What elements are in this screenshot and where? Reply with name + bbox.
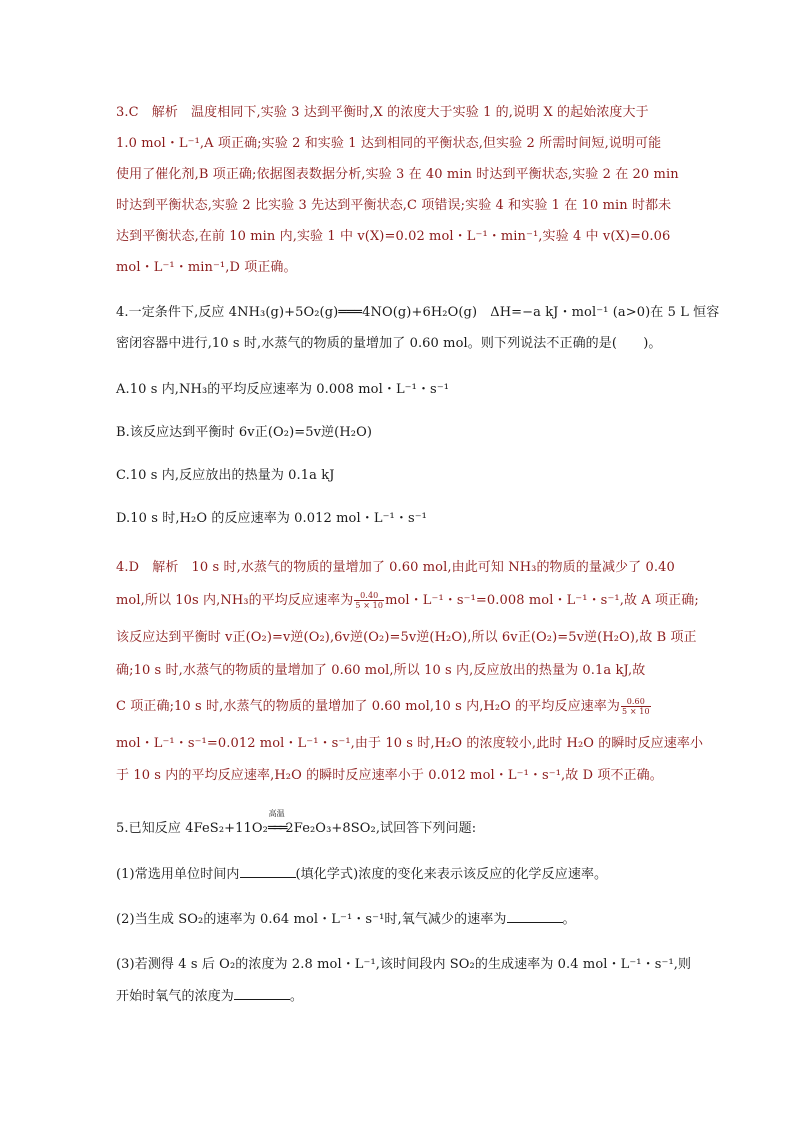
answer4-line2 <box>116 591 699 610</box>
question5-equation-left: 5.已知反应 4FeS₂+11O₂ <box>116 821 268 836</box>
fraction-denominator: 5 × 10 <box>355 601 384 610</box>
reaction-arrow: ═══ <box>267 821 286 836</box>
answer4-line2-start: mol,所以 10s 内,NH₃的平均反应速率为 <box>116 593 354 608</box>
question5-part1-end: (填化学式)浓度的变化来表示该反应的化学反应速率。 <box>295 867 608 882</box>
answer4-line7: 于 10 s 内的平均反应速率,H₂O 的瞬时反应速率小于 0.012 mol・L⁻¹・s⁻¹,故 D 项不正确。 <box>116 768 663 783</box>
answer3-line1: 3.C 解析 温度相同下,实验 3 达到平衡时,X 的浓度大于实验 1 的,说明 X 的起始浓度大于 <box>116 105 649 120</box>
question5-part3-start: 开始时氧气的浓度为 <box>116 989 234 1004</box>
answer3-line6: mol・L⁻¹・min⁻¹,D 项正确。 <box>116 260 297 275</box>
question4-stem-line1 <box>116 304 719 322</box>
question5-part2-end: 。 <box>562 912 576 927</box>
reaction-arrow-high-temp <box>267 809 286 838</box>
question5-part3-line2 <box>116 987 303 1006</box>
answer3-line2: 1.0 mol・L⁻¹,A 项正确;实验 2 和实验 1 达到相同的平衡状态,但实验 2 所需时间短,说明可能 <box>116 136 662 151</box>
question5-stem <box>116 809 477 838</box>
question4-equation-right: 4NO(g)+6H₂O(g) ΔH=−a kJ・mol⁻¹ (a>0)在 5 L 恒容 <box>362 305 720 320</box>
question4-option-a: A.10 s 内,NH₃的平均反应速率为 0.008 mol・L⁻¹・s⁻¹ <box>116 382 450 397</box>
fraction-numerator: 0.60 <box>621 697 651 707</box>
answer3-line4: 时达到平衡状态,实验 2 比实验 3 先达到平衡状态,C 项错误;实验 4 和实验 1 在 10 min 时都未 <box>116 198 672 213</box>
question5-part1 <box>116 865 607 884</box>
equilibrium-arrow: ═══ <box>338 305 363 320</box>
question4-equation-left: 4.一定条件下,反应 4NH₃(g)+5O₂(g) <box>116 305 339 320</box>
fraction-denominator: 5 × 10 <box>621 707 650 716</box>
question5-part2-start: (2)当生成 SO₂的速率为 0.64 mol・L⁻¹・s⁻¹时,氧气减少的速率为 <box>116 912 507 927</box>
question5-part3-line1: (3)若测得 4 s 后 O₂的浓度为 2.8 mol・L⁻¹,该时间段内 SO₂的生成速率为 0.4 mol・L⁻¹・s⁻¹,则 <box>116 957 692 972</box>
question5-part1-start: (1)常选用单位时间内 <box>116 867 240 882</box>
question4-option-c: C.10 s 内,反应放出的热量为 0.1a kJ <box>116 468 335 483</box>
question5-equation-right: 2Fe₂O₃+8SO₂,试回答下列问题: <box>285 821 477 836</box>
answer-blank[interactable] <box>240 865 296 878</box>
answer-blank[interactable] <box>507 910 563 923</box>
answer4-line2-end: mol・L⁻¹・s⁻¹=0.008 mol・L⁻¹・s⁻¹,故 A 项正确; <box>385 593 699 608</box>
answer3-line3: 使用了催化剂,B 项正确;依据图表数据分析,实验 3 在 40 min 时达到平衡状态,实验 2 在 20 min <box>116 167 679 182</box>
answer4-line6: mol・L⁻¹・s⁻¹=0.012 mol・L⁻¹・s⁻¹,由于 10 s 时,H₂O 的浓度较小,此时 H₂O 的瞬时反应速率小 <box>116 736 704 751</box>
fraction-numerator: 0.40 <box>354 591 384 601</box>
answer4-line5-start: C 项正确;10 s 时,水蒸气的物质的量增加了 0.60 mol,10 s 内,H₂O 的平均反应速率为 <box>116 699 620 714</box>
answer3-line5: 达到平衡状态,在前 10 min 内,实验 1 中 v(X)=0.02 mol・L⁻¹・min⁻¹,实验 4 中 v(X)=0.06 <box>116 229 671 244</box>
reaction-condition: 高温 <box>268 809 285 818</box>
question4-option-d: D.10 s 时,H₂O 的反应速率为 0.012 mol・L⁻¹・s⁻¹ <box>116 511 427 526</box>
answer4-line1: 4.D 解析 10 s 时,水蒸气的物质的量增加了 0.60 mol,由此可知 NH₃的物质的量减少了 0.40 <box>116 560 675 575</box>
answer4-line3: 该反应达到平衡时 v正(O₂)=v逆(O₂),6v逆(O₂)=5v逆(H₂O),所以 6v正(O₂)=5v逆(H₂O),故 B 项正 <box>116 630 697 645</box>
fraction-040-over-5x10 <box>354 591 384 610</box>
answer-blank[interactable] <box>234 987 290 1000</box>
question4-stem-line2: 密闭容器中进行,10 s 时,水蒸气的物质的量增加了 0.60 mol。则下列说法不正确的是( )。 <box>116 336 662 351</box>
question5-part2 <box>116 910 576 929</box>
fraction-060-over-5x10 <box>621 697 651 716</box>
question4-option-b: B.该反应达到平衡时 6v正(O₂)=5v逆(H₂O) <box>116 425 373 440</box>
question5-part3-end: 。 <box>289 989 304 1004</box>
answer4-line4: 确;10 s 时,水蒸气的物质的量增加了 0.60 mol,所以 10 s 内,反应放出的热量为 0.1a kJ,故 <box>116 663 646 678</box>
answer4-line5 <box>116 697 652 716</box>
